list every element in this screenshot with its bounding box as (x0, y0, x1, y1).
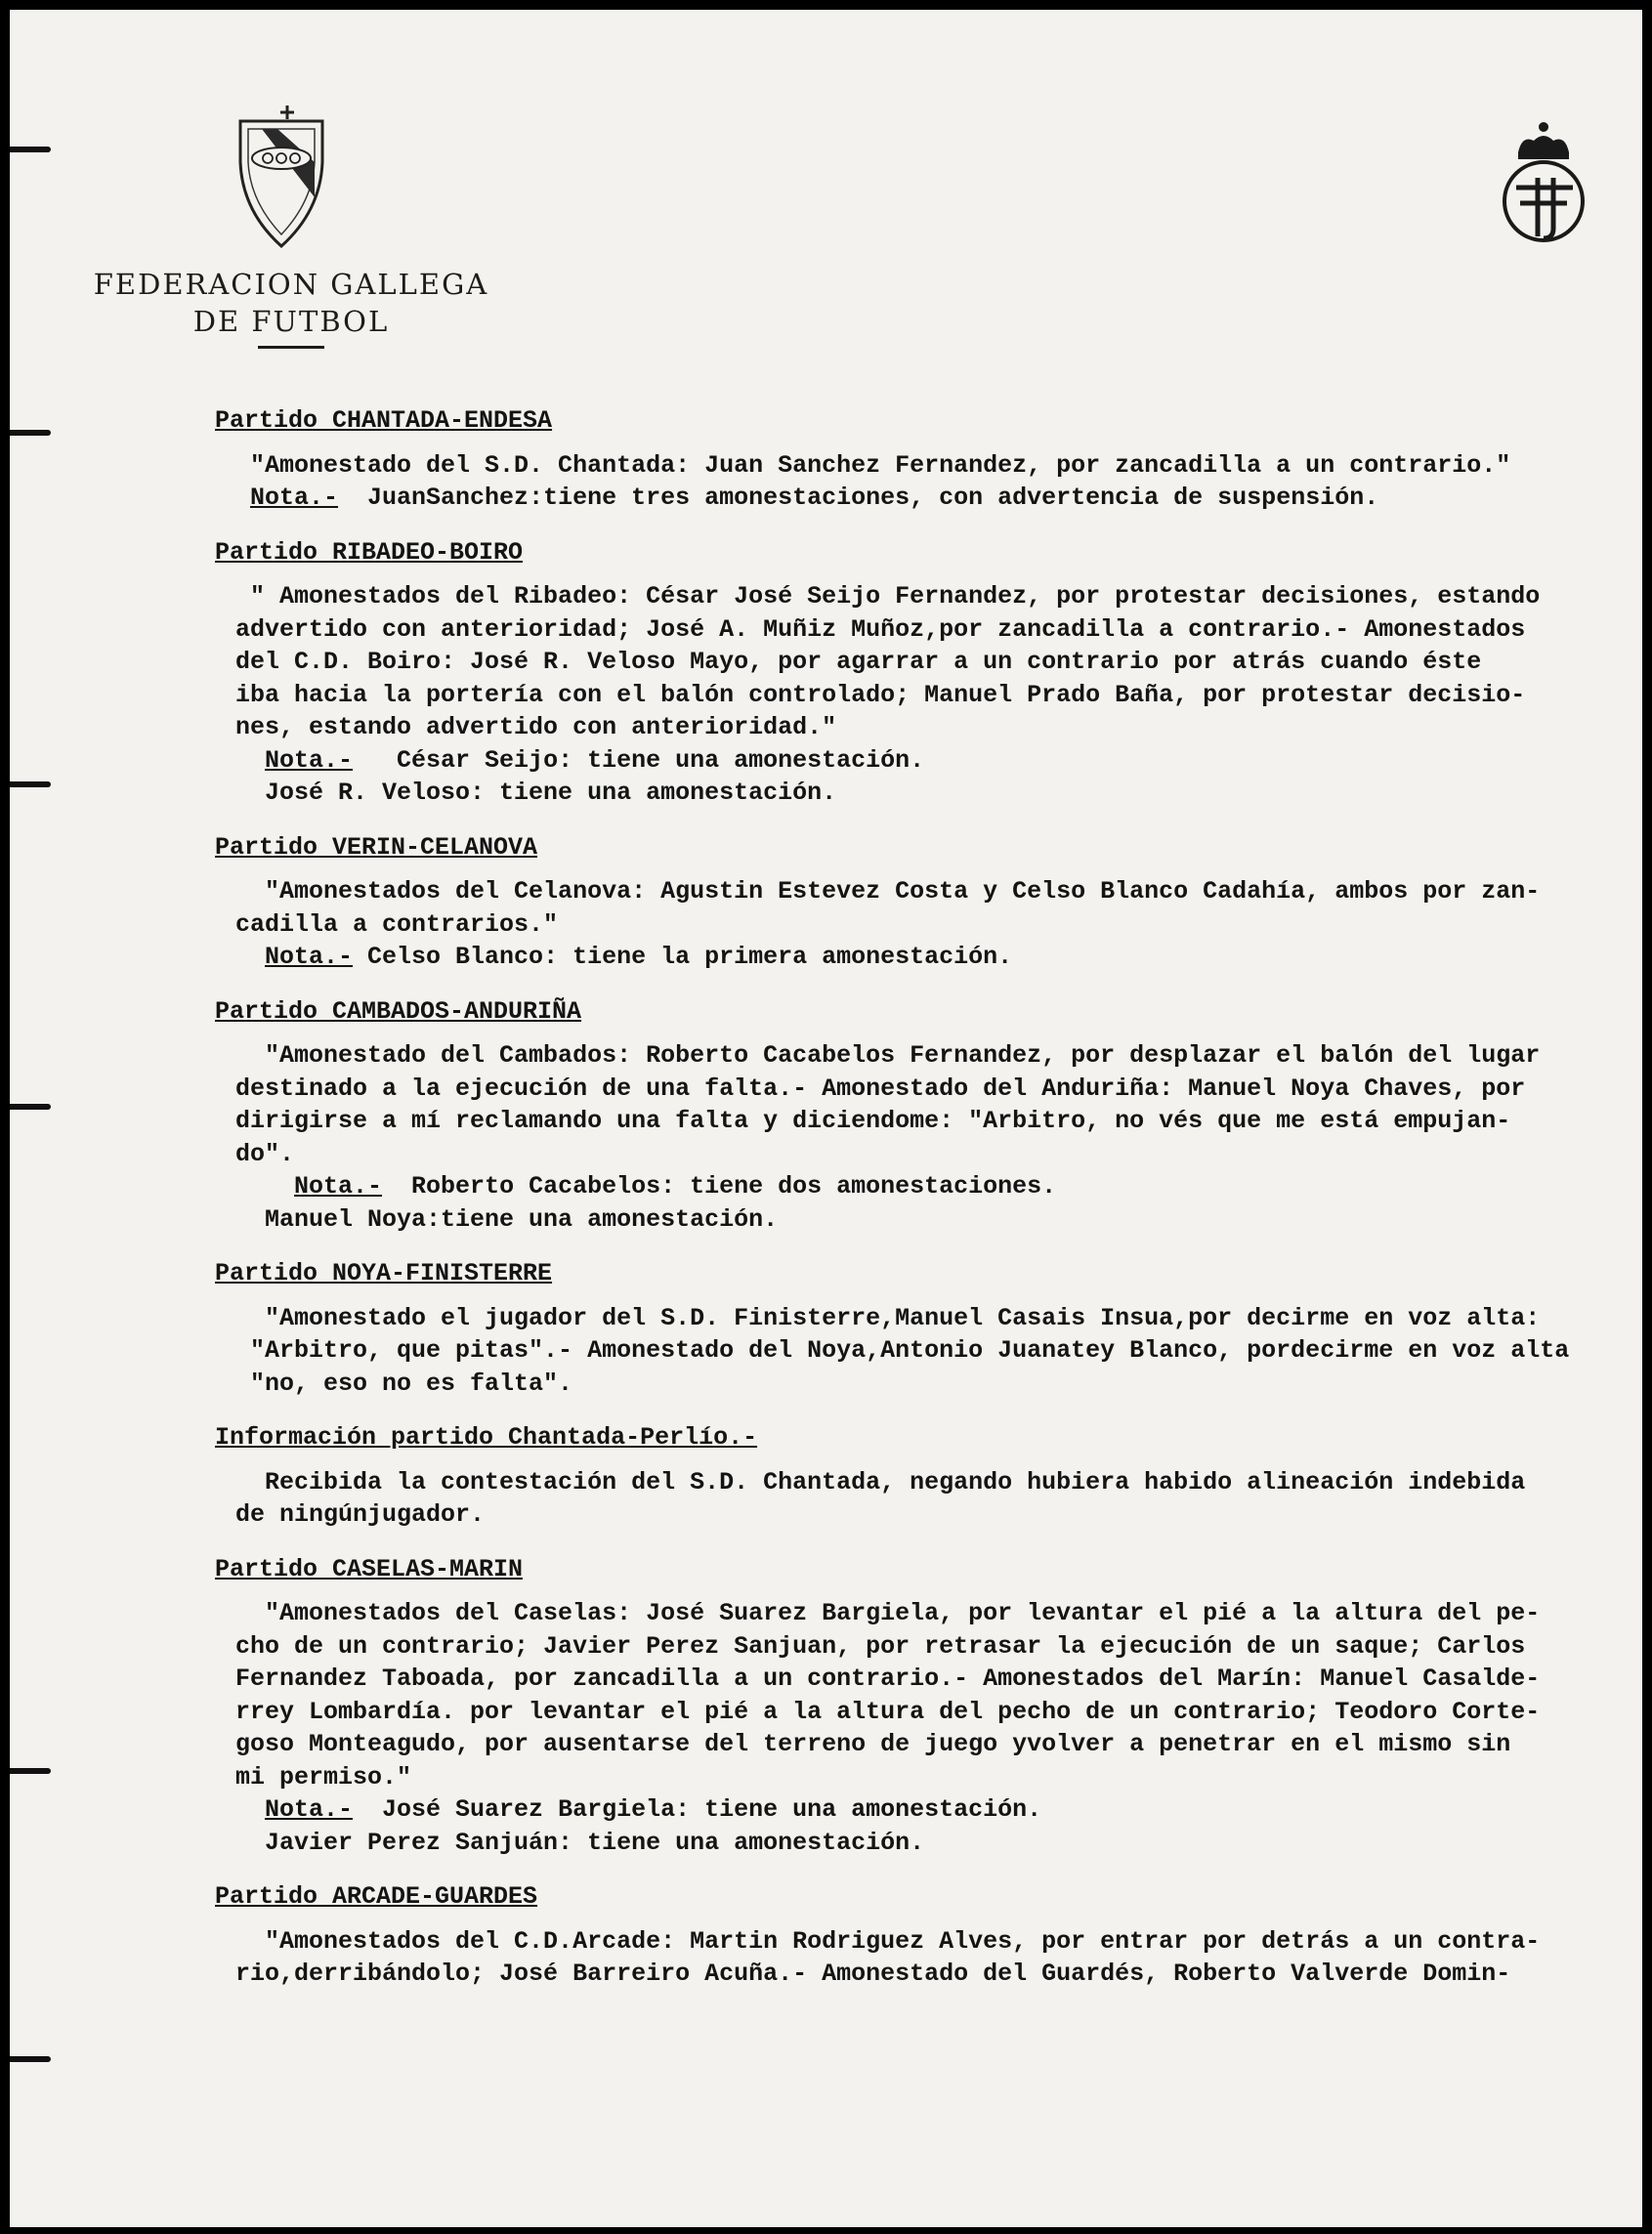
match-section (191, 1257, 1642, 1400)
galician-federation-shield-icon (233, 104, 330, 250)
section-heading: Partido CASELAS-MARIN (215, 1554, 524, 1583)
section-heading: Partido VERIN-CELANOVA (215, 832, 538, 862)
section-text: "Amonestados del C.D.Arcade: Martin Rodriguez Alves, por entrar por detrás a un contra- rio,derribándolo; José Barreiro Acuña.- Amonestado del Guardés, Roberto Valverde Domin- (235, 1926, 1541, 1988)
section-text: "Amonestado del Cambados: Roberto Cacabelos Fernandez, por desplazar el balón del lugar destinado a la ejecución de una falta.- Amonestado del Anduriña: Manuel Noya Chaves, por dirigirse a mí reclamando una falta y diciendome: "Arbitro, no vés que me está empujan- do". Nota.- Roberto Cacabelos: tiene dos amonestaciones. Manuel Noya:tiene una amonestación. (191, 1039, 1642, 1236)
binder-hole (10, 2056, 51, 2062)
binder-hole (10, 147, 51, 152)
section-heading: Partido RIBADEO-BOIRO (215, 537, 524, 567)
note-text: Celso Blanco: tiene la primera amonestación. (353, 943, 1013, 971)
section-text: " Amonestados del Ribadeo: César José Seijo Fernandez, por protestar decisiones, estando advertido con anterioridad; José A. Muñiz Muñoz,por zancadilla a contrario.- Amonestados del C.D. Boiro: José R. Veloso Mayo, por agarrar a un contrario por atrás cuando éste iba hacia la portería con el balón controlado; Manuel Prado Baña, por protestar decisio- nes, estando advertido con anterioridad." Nota.- César Seijo: tiene una amonestación. José R. Veloso: tiene una amonestación. (191, 580, 1642, 810)
binder-hole (10, 1104, 51, 1110)
section-text: "Amonestados del Caselas: José Suarez Bargiela, por levantar el pié a la altura del pe- cho de un contrario; Javier Perez Sanjuan, por retrasar la ejecución de un saque; Carlos Fernandez Taboada, por zancadilla a un contrario.- Amonestados del Marín: Manuel Casalde- rrey Lombardía. por levantar el pié a la altura del pecho de un contrario; Teodoro Corte- goso Monteagudo, por ausentarse del terreno de juego yvolver a penetrar en el mismo sin mi permiso." Nota.- José Suarez Bargiela: tiene una amonestación. Javier Perez Sanjuán: tiene una amonestación. (191, 1597, 1642, 1859)
federation-name-line-1: FEDERACION GALLEGA (93, 268, 489, 301)
match-section (191, 404, 1642, 515)
section-text: "Amonestado el jugador del S.D. Finisterre,Manuel Casais Insua,por decirme en voz alta: "Arbitro, que pitas".- Amonestado del Noya,Antonio Juanatey Blanco, pordecirme en voz alta "no, eso no es falta". (250, 1303, 1570, 1398)
section-heading: Partido NOYA-FINISTERRE (215, 1259, 553, 1287)
binder-hole (10, 430, 51, 436)
binder-hole (10, 1768, 51, 1774)
note-text: Roberto Cacabelos: tiene dos amonestaciones. Manuel Noya:tiene una amonestación. (265, 1172, 1057, 1234)
note-label: Nota.- (294, 1172, 383, 1201)
document-page (10, 10, 1642, 2227)
note-text: JuanSanchez:tiene tres amonestaciones, con advertencia de suspensión. (338, 484, 1379, 512)
match-section (191, 536, 1642, 810)
match-section (191, 1880, 1642, 1991)
note-label: Nota.- (265, 1795, 354, 1824)
royal-crown-monogram-crest-icon (1495, 119, 1592, 246)
match-section (191, 1553, 1642, 1860)
report-body (191, 404, 1642, 2012)
section-heading: Partido CHANTADA-ENDESA (215, 406, 553, 435)
note-text: José Suarez Bargiela: tiene una amonestación. Javier Perez Sanjuán: tiene una amonestación. (265, 1795, 1042, 1857)
binder-hole (10, 781, 51, 787)
federation-name (86, 266, 496, 349)
section-text: "Amonestado del S.D. Chantada: Juan Sanchez Fernandez, por zancadilla a un contrario." Nota.- JuanSanchez:tiene tres amonestaciones, con advertencia de suspensión. (250, 450, 1511, 512)
letterhead-rule (258, 346, 324, 349)
section-heading: Información partido Chantada-Perlío.- (215, 1423, 758, 1452)
match-section (191, 995, 1642, 1237)
federation-name-line-2: DE FUTBOL (192, 305, 390, 338)
note-label: Nota.- (265, 943, 354, 971)
section-text: Recibida la contestación del S.D. Chantada, negando hubiera habido alineación indebida de ningúnjugador. (235, 1467, 1526, 1529)
section-heading: Partido CAMBADOS-ANDURIÑA (215, 996, 582, 1026)
match-section (191, 1421, 1642, 1532)
section-text: "Amonestados del Celanova: Agustin Estevez Costa y Celso Blanco Cadahía, ambos por zan- cadilla a contrarios." Nota.- Celso Blanco: tiene la primera amonestación. (235, 877, 1541, 971)
match-section (191, 831, 1642, 974)
note-label: Nota.- (265, 745, 354, 775)
note-text: César Seijo: tiene una amonestación. José R. Veloso: tiene una amonestación. (265, 745, 925, 807)
note-label: Nota.- (250, 484, 339, 512)
section-heading: Partido ARCADE-GUARDES (215, 1882, 538, 1911)
